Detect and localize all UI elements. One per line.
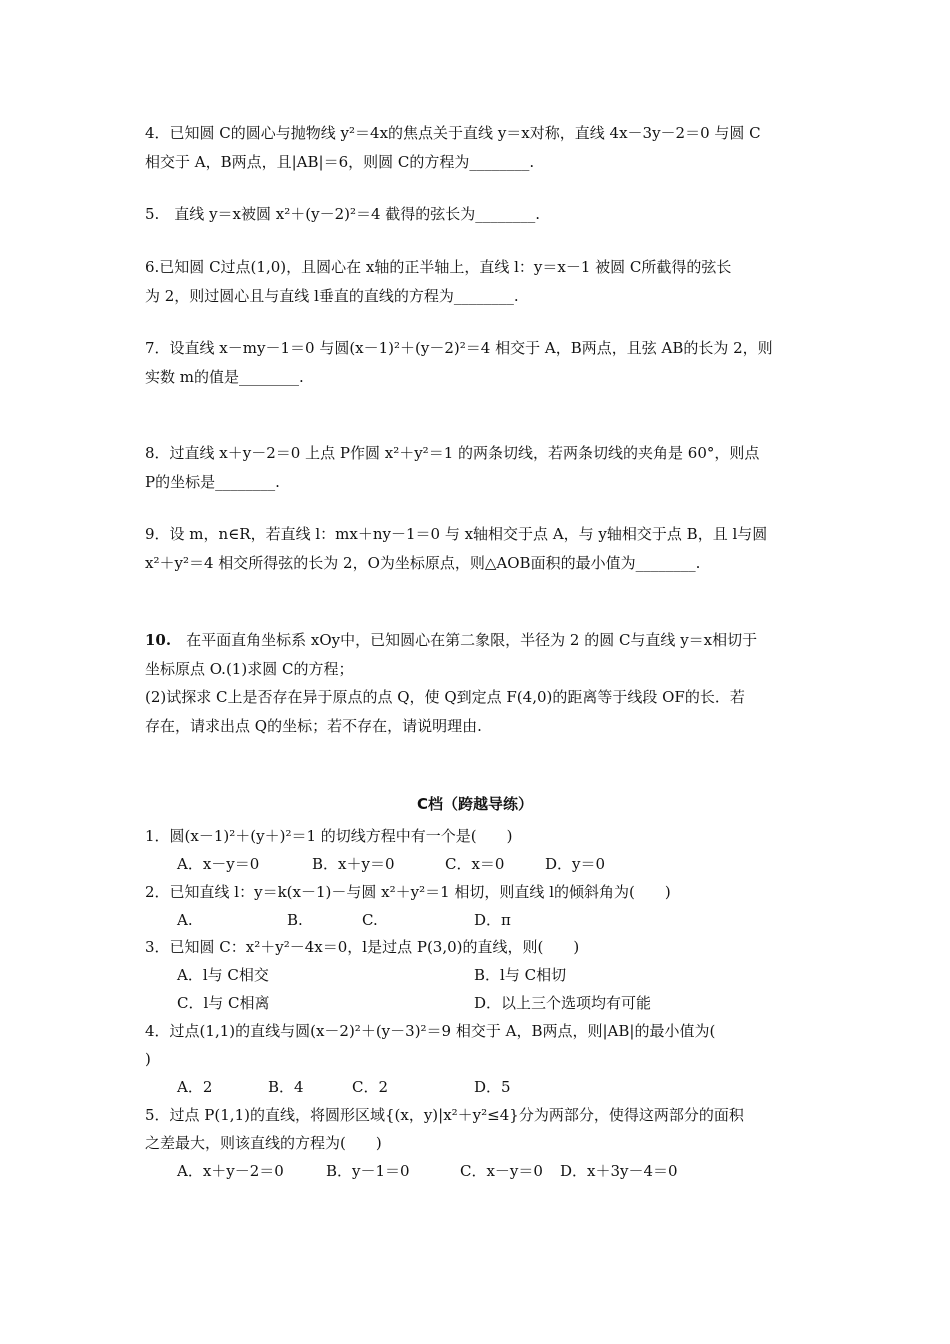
question-6-line-1: 6.已知圆 C过点(1,0)，且圆心在 x轴的正半轴上，直线 l：y＝x－1 被圆 C所截得的弦长 (145, 258, 732, 276)
question-6-line-2: 为 2，则过圆心且与直线 l垂直的直线的方程为________. (145, 287, 519, 305)
c-q2-option-c: C. (362, 911, 378, 929)
c-q3-option-c: C．l与 C相离 (177, 994, 270, 1012)
question-7-line-2: 实数 m的值是________. (145, 368, 304, 386)
c-q5-option-a: A．x＋y－2＝0 (177, 1162, 284, 1180)
c-q4-option-a: A．2 (177, 1078, 213, 1096)
c-q1-option-a: A．x－y＝0 (177, 855, 260, 873)
question-9-line-1: 9．设 m，n∈R，若直线 l：mx＋ny－1＝0 与 x轴相交于点 A，与 y轴相交于点 B，且 l与圆 (145, 525, 768, 543)
c-question-4-stem-line-1: 4．过点(1,1)的直线与圆(x－2)²＋(y－3)²＝9 相交于 A，B两点，则|AB|的最小值为( (145, 1022, 716, 1040)
c-q3-option-d: D．以上三个选项均有可能 (474, 994, 652, 1012)
c-question-1-stem: 1．圆(x－1)²＋(y＋)²＝1 的切线方程中有一个是( ) (145, 827, 513, 845)
c-q2-option-d: D．π (474, 911, 511, 929)
c-q4-option-d: D．5 (474, 1078, 511, 1096)
question-10-line-4: 存在，请求出点 Q的坐标；若不存在，请说明理由. (145, 717, 482, 735)
question-10-line-3: (2)试探求 C上是否存在异于原点的点 Q，使 Q到定点 F(4,0)的距离等于线段 OF的长．若 (145, 688, 745, 706)
question-5-line-1: 5. 直线 y＝x被圆 x²＋(y－2)²＝4 截得的弦长为________. (145, 205, 541, 223)
c-q5-option-c: C．x－y＝0 (460, 1162, 543, 1180)
c-question-5-stem-line-2: 之差最大，则该直线的方程为( ) (145, 1134, 382, 1152)
section-c-title: C档（跨越导练） (416, 795, 533, 813)
question-8-line-2: P的坐标是________. (145, 473, 280, 491)
c-q3-option-b: B．l与 C相切 (474, 966, 567, 984)
c-q2-option-b: B. (287, 911, 303, 929)
question-10-number: 10. (145, 631, 172, 649)
question-4-line-2: 相交于 A，B两点，且|AB|＝6，则圆 C的方程为________. (145, 153, 535, 171)
question-7-line-1: 7．设直线 x－my－1＝0 与圆(x－1)²＋(y－2)²＝4 相交于 A，B两点，且弦 AB的长为 2，则 (145, 339, 773, 357)
question-9-line-2: x²＋y²＝4 相交所得弦的长为 2，O为坐标原点，则△AOB面积的最小值为________. (145, 554, 701, 572)
c-question-2-stem: 2．已知直线 l：y＝k(x－1)－与圆 x²＋y²＝1 相切，则直线 l的倾斜角为( ) (145, 883, 671, 901)
question-4-line-1: 4．已知圆 C的圆心与抛物线 y²＝4x的焦点关于直线 y＝x对称，直线 4x－3y－2＝0 与圆 C (145, 124, 761, 142)
c-q3-option-a: A．l与 C相交 (177, 966, 269, 984)
c-question-3-stem: 3．已知圆 C：x²＋y²－4x＝0，l是过点 P(3,0)的直线，则( ) (145, 938, 580, 956)
c-q4-option-b: B．4 (268, 1078, 304, 1096)
question-10-text: 在平面直角坐标系 xOy中，已知圆心在第二象限，半径为 2 的圆 C与直线 y＝x相切于 (171, 631, 758, 649)
c-q1-option-d: D．y＝0 (545, 855, 606, 873)
c-q2-option-a: A. (177, 911, 193, 929)
question-10-line-1 (145, 630, 757, 650)
c-q1-option-b: B．x＋y＝0 (312, 855, 395, 873)
question-8-line-1: 8．过直线 x＋y－2＝0 上点 P作圆 x²＋y²＝1 的两条切线，若两条切线的夹角是 60°，则点 (145, 444, 760, 462)
c-q1-option-c: C．x＝0 (445, 855, 505, 873)
c-q5-option-b: B．y－1＝0 (326, 1162, 410, 1180)
question-10-line-2: 坐标原点 O.(1)求圆 C的方程； (145, 660, 354, 678)
c-q4-option-c: C．2 (352, 1078, 389, 1096)
c-question-4-stem-line-2: ) (145, 1050, 151, 1068)
c-question-5-stem-line-1: 5．过点 P(1,1)的直线，将圆形区域{(x，y)|x²＋y²≤4}分为两部分，使得这两部分的面积 (145, 1106, 744, 1124)
c-q5-option-d: D．x＋3y－4＝0 (560, 1162, 678, 1180)
